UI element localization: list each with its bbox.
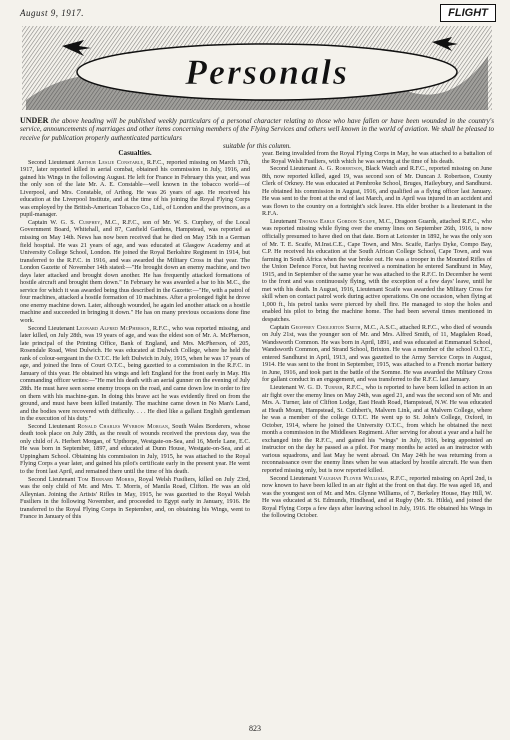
paragraph-body: , R.F.C., reported missing on April 2nd, is now known to have been killed in an air fight at the front on that day. He was aged 18, and was the youngest son of Mr. and Mrs. Glynne Williams, of 7, Berkeley House, Hay Hill, W. He was educated at St. Edmunds, Hindhead, and at Rugby (Mr. St. Hilda), and joined the Royal Flying Corps a few days after leaving school in July, 1916. He obtained his Wings in the following October. [262,474,492,520]
obituary-paragraph [262,475,492,520]
issue-date: August 9, 1917. [20,8,85,18]
obituary-paragraph [262,165,492,218]
rank: Second Lieutenant [28,475,78,483]
obituary-paragraph [20,423,250,476]
column-introduction [20,117,494,151]
rank: Captain [270,323,291,331]
paragraph-body: , M.C., A.S.C., attached R.F.C., who died of wounds on July 21st, was the younger son of Mr. and Mrs. Alfred Smith, of 11, Magdalen Road, Wandsworth Common. He was born in April, 1891, and was educated at Emmanuel School, Wandsworth Common, and Strand School, Brixton. He was a member of the school O.T.C., entered Sandhurst in April, 1913, and was gazetted to the Army Service Corps in August, 1914. He was sent to the front in September, 1915, was attached to a French mortar battery in June, 1916, and took part in the battle of the Somme. He was awarded the Military Cross for gallant conduct in an engagement, and was transferred to the R.F.C. last January. [262,323,492,384]
officer-name: Geoffrey Cholerton Smith [291,323,361,331]
obituary-paragraph [20,325,250,423]
obituary-paragraph [20,476,250,521]
paragraph-body: year. Being invalided from the Royal Flying Corps in May, he was attached to a battalion of the Royal Welsh Fusiliers, with which he was serving at the time of his death. [262,150,492,165]
paragraph-body: , M.C., Dragoon Guards, attached R.F.C., who was reported missing while flying over the enemy lines on September 26th, 1916, is now officially presumed to have died on that date. Born at Leicester in 1892, he was the only son of Mr. T. E. Scaife, M.Inst.C.E., Cape Town, and Mrs. Scaife, Earlys Dyke, Compo Bay, C.P. He received his education at the South African College School, Cape Town, and was farming in South Africa when the war broke out. He was a trooper in the Mounted Rifles of the Union Defence Force, but having received a nomination he entered Sandhurst in May, 1915, and in September of the same year he was attached to the R.F.C. In December he went to the front and was continuously flying, with the exception of a few days' leave, until he met with his death. In August, 1916, Lieutenant Scaife was awarded the Military Cross for skill when on contact patrol work during active operations. On one occasion, when flying at 1,000 ft., his petrol tanks were pierced by shell fire. He managed to stop the holes and enabled his pilot to bring the machine home. The had been several times mentioned in despatches. [262,217,492,324]
rank: Captain [28,218,51,226]
officer-name: Arthur Leslie Constable [77,158,144,166]
intro-tail: suitable for this column. [222,142,292,151]
rank: Second Lieutenant [28,422,78,430]
officer-name: W. G. D. Turner [298,383,343,391]
flight-logo: FLIGHT [440,4,496,22]
paragraph-body: , R.F.C., who is reported to have been killed in action in an air fight over the enemy lines on May 24th, was aged 21, and was the second son of Mr. and Mrs. A. Turner, late of Clifton Lodge, East Heath Road, Hampstead, N.W. He was educated at Heath Mount, Hampstead, St. Cuthbert's, Malvern Link, and at Malvern College, where he was a member of the college O.T.C. He went up to St. John's College, Oxford, in October, 1914, where he joined the University O.T.C., from which he obtained the next month a commission in the Middlesex Regiment. After serving for about a year and a half he exchanged into the R.F.C., and gained his "wings" in July, 1916, being appointed an instructor on the day he passed as a pilot. For many months he acted as an instructor with various squadrons, and last May he went abroad. On May 24th he was returning from a reconnaissance over the enemy lines when he was attacked by hostile aircraft. He was then reported missing only, but is now reported killed. [262,383,492,474]
officer-name: A. G. Robertson [318,165,363,173]
left-column [20,150,250,521]
officer-name: Thomas Earle Gordon Scaife [298,217,376,225]
rank: Second Lieutenant [270,474,319,482]
personals-banner [22,26,492,110]
intro-text: the above heading will be published weekly particulars of a personal character relating to those who have fallen or have been wounded in the country's service, announcements of marriages and other items concerning members of the Flying Services and others well known in the world of aviation. We shall be pleased to receive for publication properly authenticated particulars [20,117,494,142]
rank: Lieutenant [270,217,299,225]
intro-dropcap: UNDER [20,116,49,125]
obituary-paragraph [20,219,250,325]
paragraph-body: , R.F.C., reported missing on March 17th, 1917, later reported killed in aerial combat, obtained his commission in July, 1916, and gained his Wings in the following August. He left for France in February this year, and was the only son of the late Mr. A. E. Constable—well known in the tobacco world—of Liverpool, and Mrs. Constable, of Arthog. He was 26 years of age. He received his education at the Liverpool Institute, and at the time of his joining the Royal Flying Corps was employed by the British-American Tobacco Co., Ltd., of London and the provinces, as a pupil-manager. [20,158,250,219]
officer-name: W. G. S. Curphey [50,218,101,226]
officer-name: Tom Bernard Morris [77,475,135,483]
rank: Second Lieutenant [270,165,319,173]
rank: Second Lieutenant [28,324,77,332]
paragraph-body: , R.F.C., who was reported missing, and later killed, on July 28th, was 19 years of age, and was the eldest son of Mr. A. McPherson, late principal of the Printing Office, Bank of England, and Mrs. McPherson, of 205, Rosendale Road, West Dulwich. He was educated at Dulwich College, where he held the rank of colour-sergeant in the O.T.C. He left Dulwich in July, 1915, when he was 17 years of age, and joined the Inns of Court O.T.C., being gazetted to a commission in the R.F.C. in January of this year. He obtained his wings and left England for the front early in May. His commanding officer writes:—"He met his death with an aerial gunner on the evening of July 28th. He must have seen some enemy troops on the road, and came down low in order to fire on them with his machine-gun. In doing this brave act he was evidently fired on from the ground, and must have been killed instantly. The machine came down in No Man's Land, and the bodies were recovered with difficulty. . . . He died like a gallant English gentleman in the execution of his duty." [20,324,250,423]
obituary-paragraph [20,159,250,219]
paragraph-body: , M.C., R.F.C., son of Mr. W. S. Curphey, of the Local Government Board, Whitehall, and 87, Canfield Gardens, Hampstead, was reported as missing on May 14th. News has now been received that he died on May 15th in a German field hospital. He was 21 years of age, and was educated at Glasgow Academy and at University College School, London. He joined the Royal Berkshire Regiment in 1914, but transferred to the R.F.C. in 1916, and was awarded the Military Cross in that year. The London Gazette of November 14th stated:—"He brought down an enemy machine, and two days later attacked and brought down another. He has frequently attacked formations of hostile aircraft and brought them down." In February he was awarded a bar to his M.C., the service for which it was awarded being thus described in the Gazette:—"He, with a patrol of four machines, attacked a hostile formation of 10 machines. After a prolonged fight he drove one enemy machine down. Later, although wounded, he again led another attack on a hostile machine and succeeded in bringing it down." He has on many previous occasions done fine work. [20,218,250,325]
right-column [262,150,492,520]
officer-name: Leonard Alfred McPherson [76,324,150,332]
paragraph-body: , Black Watch and R.F.C., reported missing on June 8th, now reported killed, aged 19, was second son of Mr. Duncan J. Robertson, County Clerk of Orkney. He was educated at Pembroke School, Bruges, Haileybury, and Sandhurst. He obtained his commission in August, 1916, and qualified as a flying officer last January. He was sent to the front at the end of last March, and in April was injured in an accident and was flown to the country on a fortnight's sick leave. His elder brother is a lieutenant in the R.F.A. [262,165,493,218]
obituary-paragraph [262,384,492,475]
rank: Second Lieutenant [28,158,78,166]
obituary-paragraph [262,324,492,384]
obituary-paragraph [262,150,492,165]
officer-name: Vaughan Floyer Williams [318,474,387,482]
page-number: 823 [249,724,261,733]
rank: Lieutenant [270,383,299,391]
section-heading-casualties: Casualties. [118,149,152,157]
paragraph-body: , Royal Welsh Fusiliers, killed on July 23rd, was the only child of Mr. and Mrs. T. Morris, of Manila Road, Clifton. He was an old Alleynian. Joining the Artists' Rifles in May, 1915, he was gazetted to the Royal Welsh Fusiliers in the following November, and proceeded to Egypt early in January, 1916. He transferred to the Royal Flying Corps in September, and, on obtaining his Wings, went to France in January of this [20,475,250,521]
officer-name: Ronald Charles Wybrow Morgan [77,422,169,430]
obituary-paragraph [262,218,492,324]
banner-title: Personals [184,52,350,92]
paragraph-body: , South Wales Borderers, whose death took place on July 28th, as the result of wounds received the previous day, was the only child of A. Herbert Morgan, of 'Upthorpe, Westgate-on-Sea, and 16, Merle Lane, E.C. He was born in September, 1897, and educated at Dunn House, Westgate-on-Sea, and at Uppingham School. Obtaining his commission in July, 1915, he was attached to the Royal Flying Corps a year later, and gained his pilot's certificate early in the present year. He went to the front last April, and remained there until the time of his death. [20,422,251,475]
